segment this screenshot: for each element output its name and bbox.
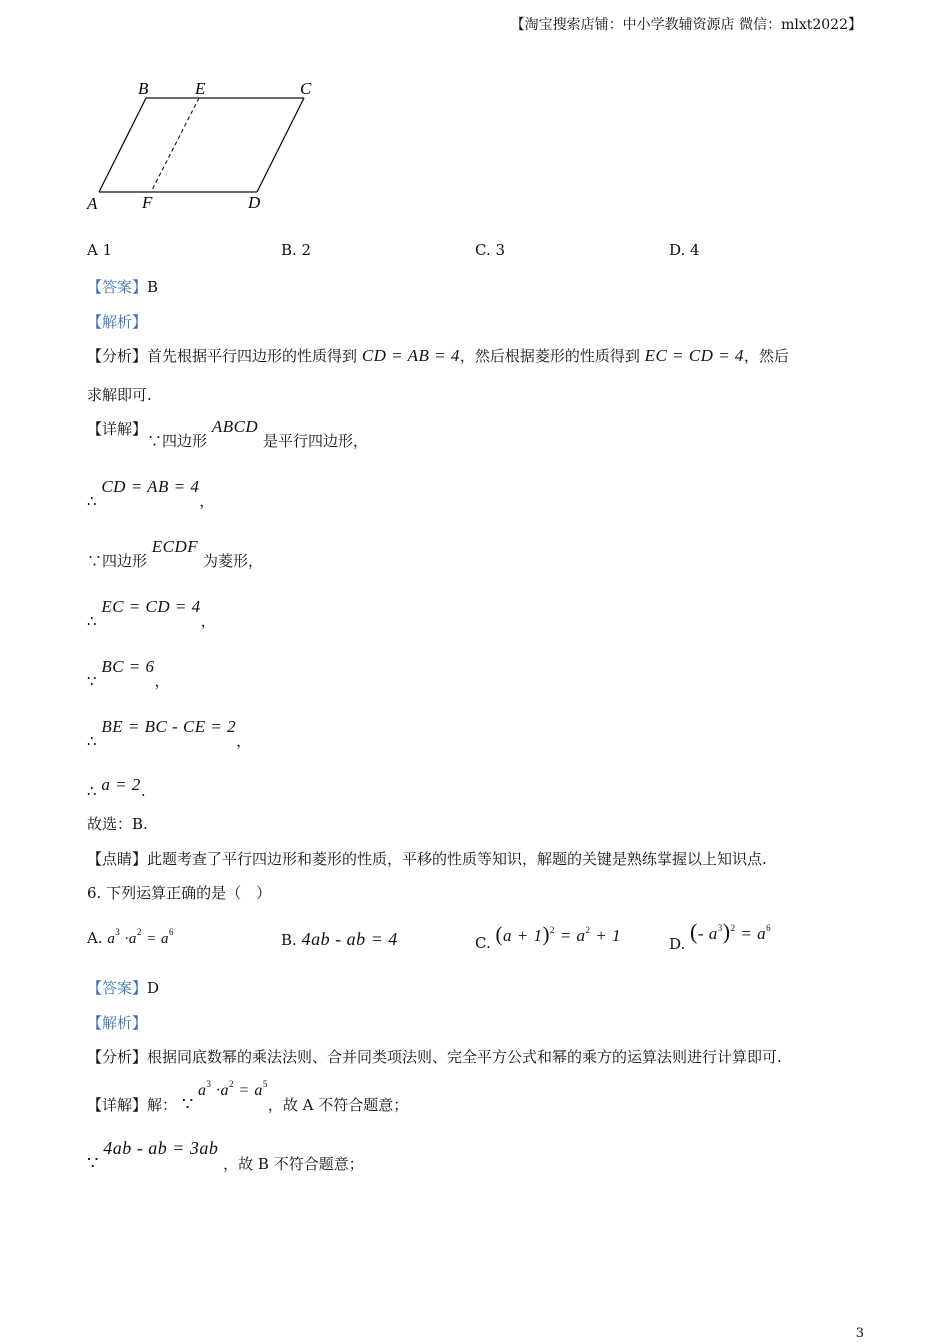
because-symbol: ∵ [87,672,97,690]
opt-a-label: A. [87,929,103,947]
step3-post: 为菱形， [202,552,263,570]
q5-step-3 [87,536,263,570]
fenxi-tag: 【分析】 [87,1048,148,1066]
therefore-symbol: ∴ [87,612,97,630]
step6-math: BE = BC - CE = 2 [101,717,237,736]
step7-post: . [140,782,146,800]
q5-step-2 [87,476,215,510]
page-number: 3 [855,1326,864,1341]
q5-option-d: D. 4 [669,241,700,259]
q5-option-b: B. 2 [281,241,312,259]
segment-ef [151,98,199,192]
q6-xiangjie-2 [87,1138,364,1174]
fenxi-tag: 【分析】 [87,347,148,365]
q5-answer [87,276,158,297]
q6-stem: 6. 下列运算正确的是（ ） [87,884,272,902]
opt-c-label: C. [475,934,491,952]
opt-b-math: 4ab - ab = 4 [301,929,398,949]
q5-choose: 故选：B. [87,815,148,833]
q6-option-d [669,919,772,953]
q5-step-5 [87,656,170,690]
parallelogram-figure [80,74,340,219]
answer-tag: 【答案】 [87,979,148,997]
label-e: E [195,79,206,98]
edge-cd [257,98,304,192]
fenxi-text-1: 首先根据平行四边形的性质得到 [147,347,358,365]
because-symbol: ∵ [87,1153,99,1174]
opt-a-math: $a^3 \cdot a^2 = a^6$ [107,927,175,947]
step4-math: EC = CD = 4 [101,597,201,616]
fenxi-math-2: EC = CD = 4 [644,346,744,365]
fenxi-math-1: CD = AB = 4 [361,346,460,365]
answer-value: B [147,278,159,296]
xiangjie-tag: 【详解】 [87,1096,148,1114]
xj1-math: $a^3 \cdot a^2 = a^5$ [198,1079,268,1099]
q5-step-4 [87,596,216,630]
fenxi-text-2: ，然后根据菱形的性质得到 [459,347,640,365]
opt-b-label: B. [281,931,297,949]
xj1-post: ，故 A 不符合题意； [267,1096,409,1114]
q5-fenxi-line2: 求解即可. [87,386,152,404]
step5-post: ， [154,672,170,690]
dianjing-text: 此题考查了平行四边形和菱形的性质，平移的性质等知识，解题的关键是熟练掌握以上知识点. [147,850,767,868]
label-b: B [138,79,149,98]
q6-option-b [281,929,398,950]
label-d: D [248,193,261,212]
q5-analysis-tag: 【解析】 [87,313,148,331]
step3-pre: ∵四边形 [87,552,148,570]
therefore-symbol: ∴ [87,782,97,800]
answer-tag: 【答案】 [87,278,148,296]
q5-dianjing [87,848,767,869]
step4-post: ， [200,612,216,630]
xj2-math: 4ab - ab = 3ab [103,1138,219,1158]
q5-step-6 [87,716,252,750]
q6-answer [87,977,159,998]
label-a: A [87,194,98,213]
answer-value: D [147,979,160,997]
q5-fenxi [87,345,789,366]
q5-option-c: C. 3 [475,241,506,259]
q6-xiangjie-1 [87,1079,409,1115]
opt-d-label: D. [669,935,686,953]
opt-d-math: (- $a^3)^2 = a^6$ [690,919,772,944]
q6-option-c [475,922,621,952]
q6-analysis-tag: 【解析】 [87,1014,148,1032]
q5-step-7 [87,775,146,800]
fenxi-text: 根据同底数幂的乘法法则、合并同类项法则、完全平方公式和幂的乘方的运算法则进行计算即可. [147,1048,782,1066]
edge-ab [99,98,146,192]
q5-step-1 [87,417,368,450]
opt-c-math: $(a + 1)^2 = a^2 + 1$ [495,922,621,946]
label-f: F [142,193,153,212]
step1-math: ABCD [211,417,259,436]
xj1-pre: 解： [147,1096,178,1114]
xj2-post: ，故 B 不符合题意； [223,1155,364,1173]
step1-post: 是平行四边形， [262,432,368,450]
q6-fenxi [87,1046,782,1067]
xiangjie-tag: 【详解】 [87,420,148,438]
step6-post: ， [236,732,252,750]
label-c: C [300,79,312,98]
step2-math: CD = AB = 4 [101,477,200,496]
step3-math: ECDF [151,537,199,556]
q5-option-a: A 1 [87,241,113,259]
step5-math: BC = 6 [101,657,155,676]
fenxi-text-3: ，然后 [743,347,789,365]
because-symbol: ∵ [181,1094,194,1115]
page-header: 【淘宝搜索店铺：中小学教辅资源店 微信：mlxt2022】 [510,17,862,33]
step7-math: a = 2 [101,775,141,794]
q6-option-a [87,929,174,948]
step1-pre: ∵四边形 [147,432,208,450]
step2-post: ， [199,492,215,510]
therefore-symbol: ∴ [87,492,97,510]
therefore-symbol: ∴ [87,732,97,750]
dianjing-tag: 【点睛】 [87,850,148,868]
